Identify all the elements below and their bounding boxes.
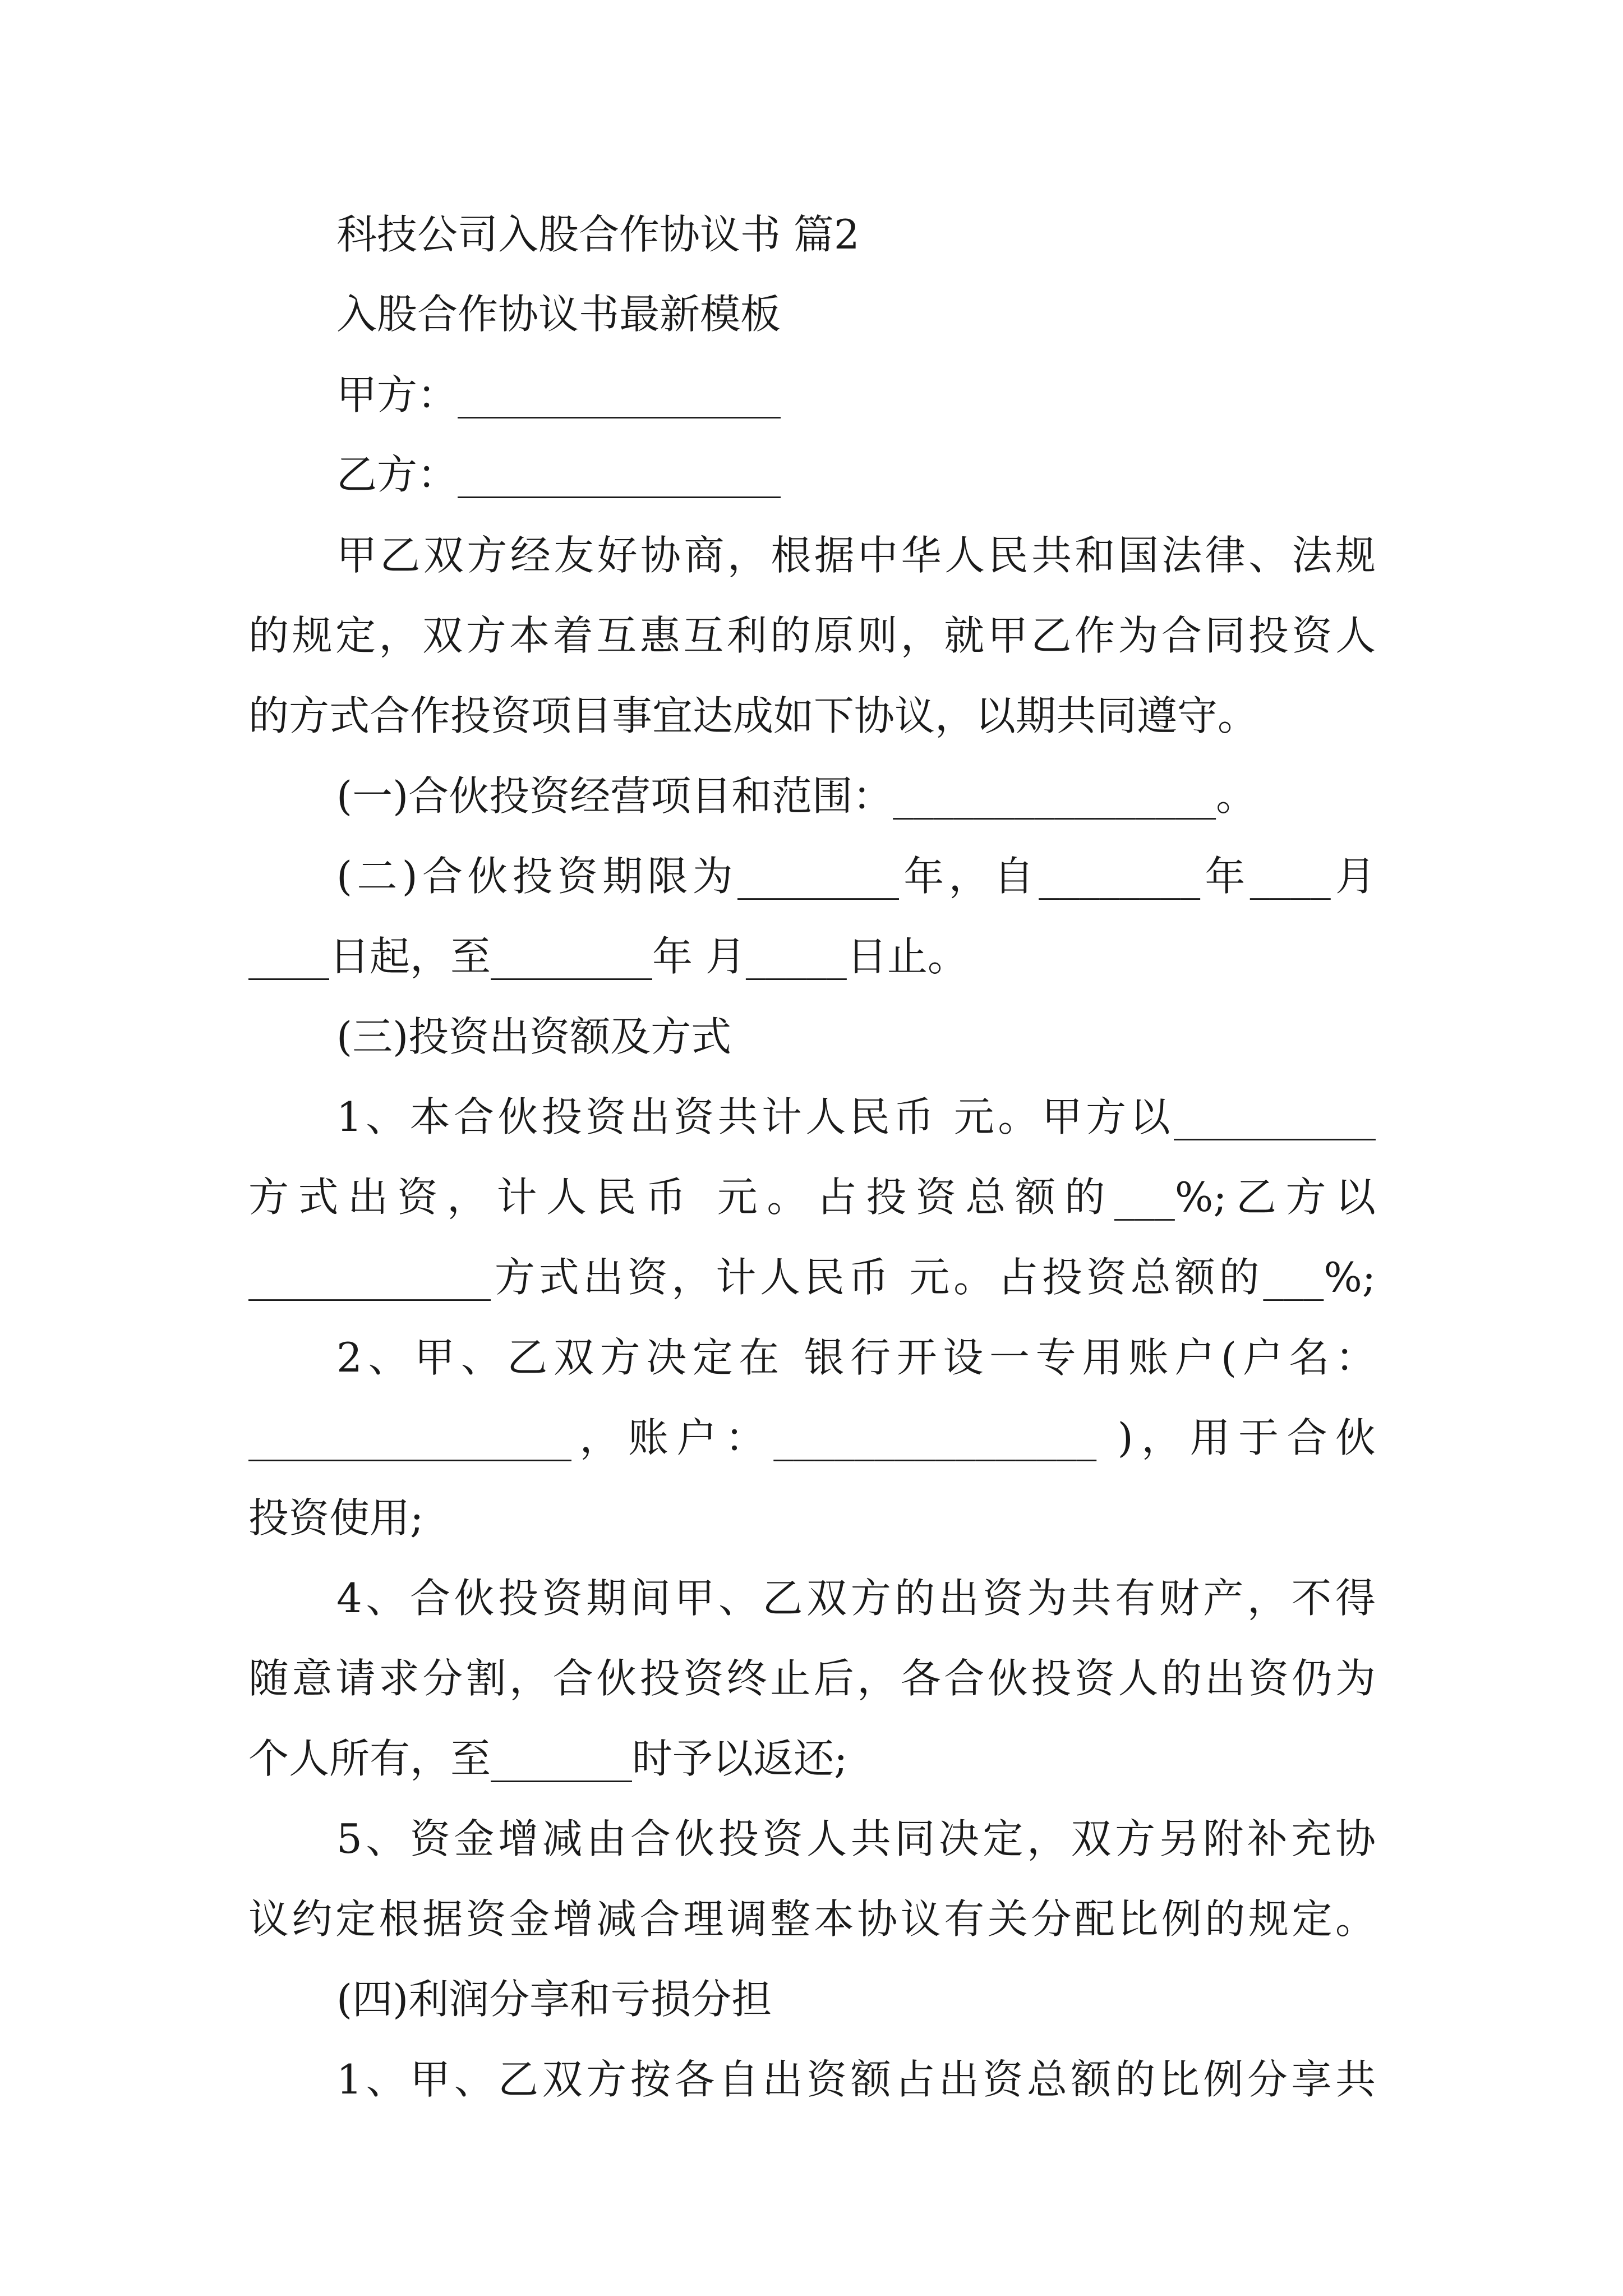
doc-subtitle: 入股合作协议书最新模板 bbox=[336, 291, 781, 338]
paragraph-line: 个人所有，至_______时予以返还; bbox=[248, 1735, 848, 1782]
paragraph-line: 议约定根据资金增减合理调整本协议有关分配比例的规定。 bbox=[248, 1895, 1376, 1943]
paragraph-line: 甲乙双方经友好协商，根据中华人民共和国法律、法规 bbox=[336, 532, 1376, 579]
paragraph-line: 4、合伙投资期间甲、乙双方的出资为共有财产，不得 bbox=[336, 1575, 1376, 1622]
paragraph-line: ____________方式出资，计人民币 元。占投资总额的___%; bbox=[248, 1254, 1376, 1301]
section-heading: (一)合伙投资经营项目和范围：________________。 bbox=[336, 772, 1257, 820]
paragraph-line: 随意请求分割，合伙投资终止后，各合伙投资人的出资仍为 bbox=[248, 1655, 1376, 1702]
paragraph-line: 2、甲、乙双方决定在 银行开设一专用账户(户名： bbox=[336, 1334, 1376, 1381]
paragraph-line: (二)合伙投资期限为________年，自________年____月 bbox=[336, 853, 1376, 900]
paragraph-line: 投资使用; bbox=[248, 1494, 424, 1542]
paragraph-line: ________________，账户：________________ )，用于合伙 bbox=[248, 1414, 1376, 1461]
party-a-line: 甲方：________________ bbox=[336, 371, 781, 418]
paragraph-line: 方式出资，计人民币 元。占投资总额的___%;乙方以 bbox=[248, 1174, 1376, 1221]
party-b-line: 乙方：________________ bbox=[336, 451, 781, 498]
paragraph-line: 1、本合伙投资出资共计人民币 元。甲方以__________ bbox=[336, 1093, 1376, 1140]
paragraph-line: ____日起，至________年 月_____日止。 bbox=[248, 933, 968, 980]
section-heading: (四)利润分享和亏损分担 bbox=[336, 1976, 772, 2023]
paragraph-line: 的方式合作投资项目事宜达成如下协议，以期共同遵守。 bbox=[248, 692, 1258, 739]
paragraph-line: 的规定，双方本着互惠互利的原则，就甲乙作为合同投资人 bbox=[248, 612, 1376, 659]
paragraph-line: 1、甲、乙双方按各自出资额占出资总额的比例分享共 bbox=[336, 2056, 1376, 2103]
doc-title: 科技公司入股合作协议书 篇2 bbox=[336, 211, 860, 258]
section-heading: (三)投资出资额及方式 bbox=[336, 1013, 732, 1060]
paragraph-line: 5、资金增减由合伙投资人共同决定，双方另附补充协 bbox=[336, 1815, 1376, 1862]
